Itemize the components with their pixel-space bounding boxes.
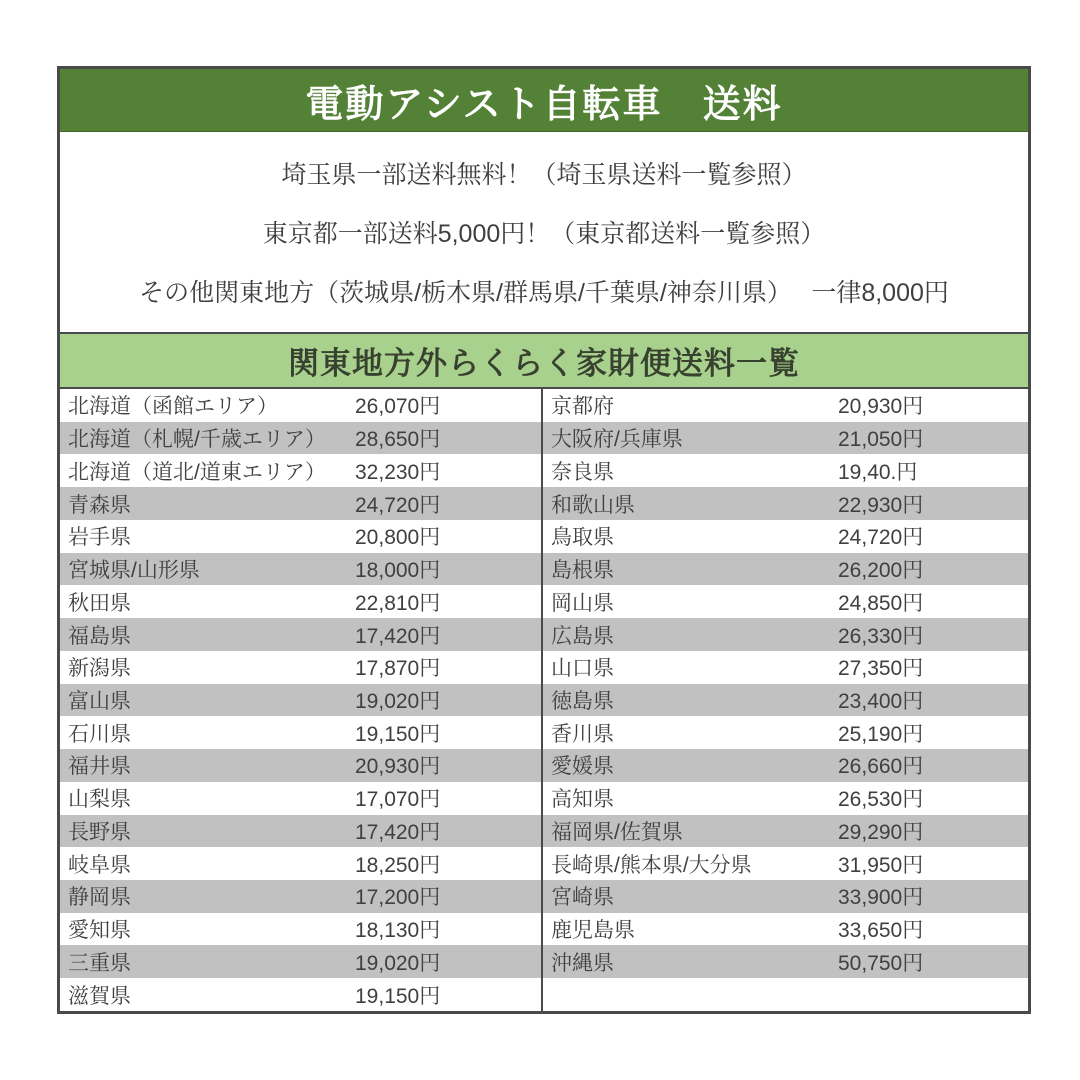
region-price: 21,050円: [838, 428, 924, 452]
region-price: 33,650円: [838, 919, 924, 943]
page-title: 電動アシスト自転車 送料: [60, 69, 1028, 132]
region-name: 滋賀県: [68, 984, 131, 1008]
region-name: 山梨県: [68, 788, 131, 812]
region-price: 24,850円: [838, 591, 924, 615]
region-price: 26,660円: [838, 755, 924, 779]
region-price: 19,150円: [355, 984, 441, 1008]
region-price: 26,330円: [838, 624, 924, 648]
shipping-notes: [60, 132, 1028, 332]
table-row: [60, 389, 541, 422]
table-row: [60, 749, 541, 782]
note-tokyo: 東京都一部送料5,000円！（東京都送料一覧参照）: [262, 220, 826, 248]
table-row: [543, 651, 1028, 684]
region-price: 18,250円: [355, 853, 441, 877]
region-name: 新潟県: [68, 657, 131, 681]
region-name: 岐阜県: [68, 853, 131, 877]
region-price: 20,930円: [838, 395, 924, 419]
table-row: [543, 716, 1028, 749]
shipping-info-sheet: [57, 66, 1031, 1014]
region-name: 奈良県: [551, 460, 614, 484]
table-row: [60, 487, 541, 520]
region-price: 24,720円: [838, 526, 924, 550]
table-row: [543, 815, 1028, 848]
shipping-fee-table: [60, 389, 1028, 1011]
table-row: [543, 487, 1028, 520]
region-name: 香川県: [551, 722, 614, 746]
table-row: [60, 847, 541, 880]
region-name: 岩手県: [68, 526, 131, 550]
region-price: 24,720円: [355, 493, 441, 517]
region-name: 北海道（札幌/千歳エリア）: [68, 428, 326, 452]
region-name: 大阪府/兵庫県: [551, 428, 683, 452]
region-name: 福岡県/佐賀県: [551, 820, 683, 844]
table-column-left: [60, 389, 543, 1011]
table-row: [543, 389, 1028, 422]
region-name: 愛知県: [68, 919, 131, 943]
region-price: 22,930円: [838, 493, 924, 517]
table-row: [60, 553, 541, 586]
table-row: [543, 585, 1028, 618]
note-other-kanto: その他関東地方（茨城県/栃木県/群馬県/千葉県/神奈川県） 一律8,000円: [139, 279, 949, 307]
region-name: 秋田県: [68, 591, 131, 615]
table-row: [60, 422, 541, 455]
region-price: 32,230円: [355, 460, 441, 484]
region-price: 26,530円: [838, 788, 924, 812]
region-name: 静岡県: [68, 886, 131, 910]
table-row: [543, 520, 1028, 553]
table-row: [60, 618, 541, 651]
region-name: 岡山県: [551, 591, 614, 615]
table-row: [60, 782, 541, 815]
table-row: [543, 782, 1028, 815]
region-price: 50,750円: [838, 951, 924, 975]
region-name: 三重県: [68, 951, 131, 975]
table-row: [60, 815, 541, 848]
region-price: 22,810円: [355, 591, 441, 615]
region-price: 18,000円: [355, 559, 441, 583]
region-price: 26,200円: [838, 559, 924, 583]
region-price: 29,290円: [838, 820, 924, 844]
region-price: 20,930円: [355, 755, 441, 779]
region-price: 23,400円: [838, 689, 924, 713]
region-price: 17,870円: [355, 657, 441, 681]
region-price: 19,150円: [355, 722, 441, 746]
region-name: 北海道（道北/道東エリア）: [68, 460, 326, 484]
table-row: [60, 684, 541, 717]
table-row: [543, 913, 1028, 946]
table-row: [543, 618, 1028, 651]
region-name: 鹿児島県: [551, 919, 635, 943]
table-column-right: [543, 389, 1028, 1011]
table-row: [543, 454, 1028, 487]
table-row: [60, 651, 541, 684]
region-name: 北海道（函館エリア）: [68, 395, 278, 419]
table-row: [543, 422, 1028, 455]
region-price: 19,020円: [355, 689, 441, 713]
region-price: 25,190円: [838, 722, 924, 746]
region-name: 青森県: [68, 493, 131, 517]
table-title: 関東地方外らくらく家財便送料一覧: [60, 332, 1028, 389]
table-row: [60, 520, 541, 553]
region-price: 26,070円: [355, 395, 441, 419]
table-row: [60, 978, 541, 1011]
region-price: 17,420円: [355, 820, 441, 844]
region-name: 長野県: [68, 820, 131, 844]
region-name: 山口県: [551, 657, 614, 681]
region-name: 島根県: [551, 559, 614, 583]
table-row: [60, 913, 541, 946]
region-price: 28,650円: [355, 428, 441, 452]
region-name: 福島県: [68, 624, 131, 648]
region-price: 17,070円: [355, 788, 441, 812]
region-name: 宮崎県: [551, 886, 614, 910]
table-row: [543, 847, 1028, 880]
region-name: 高知県: [551, 788, 614, 812]
note-saitama: 埼玉県一部送料無料！（埼玉県送料一覧参照）: [281, 161, 807, 189]
region-name: 長崎県/熊本県/大分県: [551, 853, 752, 877]
region-name: 沖縄県: [551, 951, 614, 975]
region-name: 和歌山県: [551, 493, 635, 517]
region-price: 27,350円: [838, 657, 924, 681]
table-row: [543, 880, 1028, 913]
region-price: 33,900円: [838, 886, 924, 910]
table-row: [543, 945, 1028, 978]
region-name: 広島県: [551, 624, 614, 648]
table-row: [60, 716, 541, 749]
table-row: [543, 684, 1028, 717]
table-row: [60, 945, 541, 978]
region-name: 京都府: [551, 395, 614, 419]
region-name: 石川県: [68, 722, 131, 746]
table-row: [543, 978, 1028, 1011]
region-price: 18,130円: [355, 919, 441, 943]
region-name: 富山県: [68, 689, 131, 713]
table-row: [60, 585, 541, 618]
region-name: 福井県: [68, 755, 131, 779]
region-name: 宮城県/山形県: [68, 559, 200, 583]
table-row: [60, 454, 541, 487]
region-price: 19,020円: [355, 951, 441, 975]
table-row: [543, 553, 1028, 586]
region-price: 17,420円: [355, 624, 441, 648]
region-price: 31,950円: [838, 853, 924, 877]
table-row: [543, 749, 1028, 782]
region-price: 19,40.円: [838, 460, 918, 484]
region-price: 17,200円: [355, 886, 441, 910]
region-name: 徳島県: [551, 689, 614, 713]
region-price: 20,800円: [355, 526, 441, 550]
region-name: 愛媛県: [551, 755, 614, 779]
table-row: [60, 880, 541, 913]
region-name: 鳥取県: [551, 526, 614, 550]
